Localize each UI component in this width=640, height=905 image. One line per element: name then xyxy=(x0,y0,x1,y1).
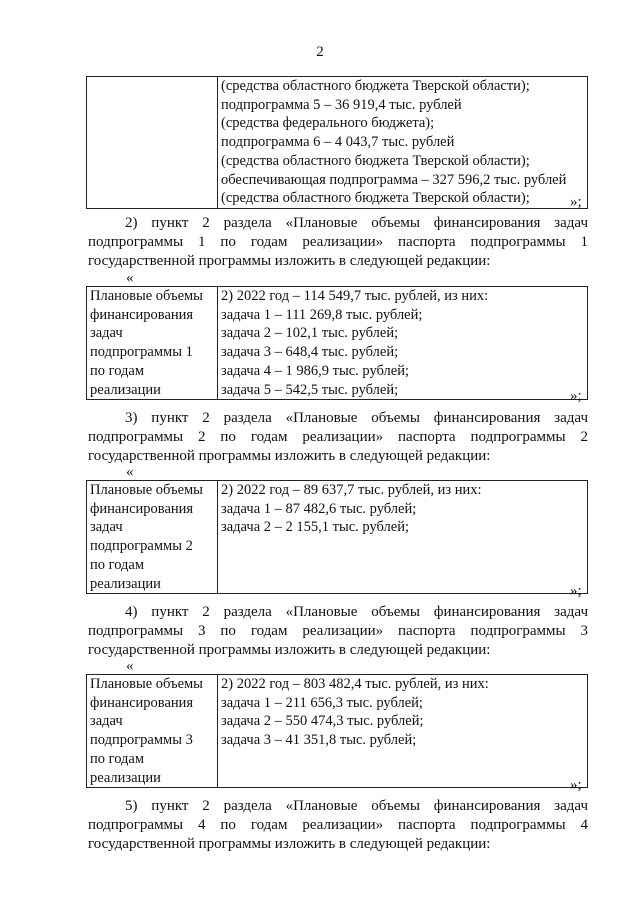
paragraph-line: 3) пункт 2 раздела «Плановые объемы финансирования задач xyxy=(125,410,588,426)
open-quote: « xyxy=(126,658,134,674)
funding-table-subprogram-1 xyxy=(86,286,588,400)
close-quote: »; xyxy=(570,583,582,599)
paragraph-item-3 xyxy=(88,409,588,465)
paragraph-line: государственной программы изложить в следующей редакции: xyxy=(88,641,491,658)
value-line: 2) 2022 год – 89 637,7 тыс. рублей, из них: xyxy=(221,482,482,498)
paragraph-line: 2) пункт 2 раздела «Плановые объемы финансирования задач xyxy=(125,215,588,231)
text-line: подпрограмма 5 – 36 919,4 тыс. рублей xyxy=(221,96,462,113)
label-line: Плановые объемы xyxy=(90,482,203,498)
paragraph-item-2 xyxy=(88,214,588,270)
table-value-cell xyxy=(218,287,588,400)
paragraph-line: подпрограммы 2 по годам реализации» паспорта подпрограммы 2 xyxy=(88,428,588,445)
value-line: задача 1 – 87 482,6 тыс. рублей; xyxy=(221,500,417,517)
text-line: (средства федерального бюджета); xyxy=(221,115,435,132)
paragraph-line: государственной программы изложить в следующей редакции: xyxy=(88,447,491,464)
text-line: обеспечивающая подпрограмма – 327 596,2 тыс. рублей xyxy=(221,171,567,188)
close-quote: »; xyxy=(570,777,582,793)
value-line: задача 1 – 111 269,8 тыс. рублей; xyxy=(221,306,423,323)
value-line: задача 2 – 550 474,3 тыс. рублей; xyxy=(221,713,424,730)
paragraph-item-4 xyxy=(88,603,588,659)
table-value-cell xyxy=(218,481,588,594)
text-line: (средства областного бюджета Тверской области); xyxy=(221,152,530,169)
table-label-cell xyxy=(87,287,218,400)
value-line: задача 2 – 2 155,1 тыс. рублей; xyxy=(221,519,409,536)
label-line: по годам xyxy=(90,556,145,573)
text-line: подпрограмма 6 – 4 043,7 тыс. рублей xyxy=(221,134,455,151)
label-line: финансирования xyxy=(90,694,194,711)
label-line: задач xyxy=(90,519,123,536)
close-quote: »; xyxy=(570,194,582,210)
label-line: Плановые объемы xyxy=(90,288,203,304)
close-quote: »; xyxy=(570,388,582,404)
paragraph-line: 4) пункт 2 раздела «Плановые объемы финансирования задач xyxy=(125,604,588,620)
paragraph-line: подпрограммы 1 по годам реализации» паспорта подпрограммы 1 xyxy=(88,233,588,250)
label-line: Плановые объемы xyxy=(90,676,203,692)
table-value-cell xyxy=(218,675,588,788)
text-line: (средства областного бюджета Тверской области); xyxy=(221,78,530,94)
continuation-left-cell xyxy=(87,77,218,209)
table-label-cell xyxy=(87,481,218,594)
page-number: 2 xyxy=(316,44,324,60)
open-quote: « xyxy=(126,270,134,286)
continuation-table xyxy=(86,76,588,209)
continuation-right-cell xyxy=(218,77,588,209)
value-line: задача 2 – 102,1 тыс. рублей; xyxy=(221,325,399,342)
text-line: (средства областного бюджета Тверской области); xyxy=(221,190,530,207)
label-line: по годам xyxy=(90,750,145,767)
paragraph-line: подпрограммы 3 по годам реализации» паспорта подпрограммы 3 xyxy=(88,622,588,639)
label-line: подпрограммы 1 xyxy=(90,344,193,361)
label-line: реализации xyxy=(90,769,161,786)
paragraph-line: 5) пункт 2 раздела «Плановые объемы финансирования задач xyxy=(125,798,588,814)
value-line: задача 5 – 542,5 тыс. рублей; xyxy=(221,381,399,398)
paragraph-line: подпрограммы 4 по годам реализации» паспорта подпрограммы 4 xyxy=(88,816,588,833)
label-line: задач xyxy=(90,325,123,342)
label-line: подпрограммы 3 xyxy=(90,732,193,749)
label-line: по годам xyxy=(90,362,145,379)
value-line: 2) 2022 год – 114 549,7 тыс. рублей, из них: xyxy=(221,288,489,304)
paragraph-line: государственной программы изложить в следующей редакции: xyxy=(88,835,491,852)
paragraph-item-5 xyxy=(88,797,588,853)
label-line: финансирования xyxy=(90,306,194,323)
label-line: финансирования xyxy=(90,500,194,517)
label-line: реализации xyxy=(90,381,161,398)
value-line: задача 3 – 41 351,8 тыс. рублей; xyxy=(221,732,417,749)
value-line: 2) 2022 год – 803 482,4 тыс. рублей, из них: xyxy=(221,676,489,692)
label-line: реализации xyxy=(90,575,161,592)
label-line: задач xyxy=(90,713,123,730)
value-line: задача 3 – 648,4 тыс. рублей; xyxy=(221,344,399,361)
open-quote: « xyxy=(126,464,134,480)
paragraph-line: государственной программы изложить в следующей редакции: xyxy=(88,252,491,269)
value-line: задача 4 – 1 986,9 тыс. рублей; xyxy=(221,362,409,379)
funding-table-subprogram-3 xyxy=(86,674,588,788)
label-line: подпрограммы 2 xyxy=(90,538,193,555)
table-label-cell xyxy=(87,675,218,788)
funding-table-subprogram-2 xyxy=(86,480,588,594)
value-line: задача 1 – 211 656,3 тыс. рублей; xyxy=(221,694,423,711)
